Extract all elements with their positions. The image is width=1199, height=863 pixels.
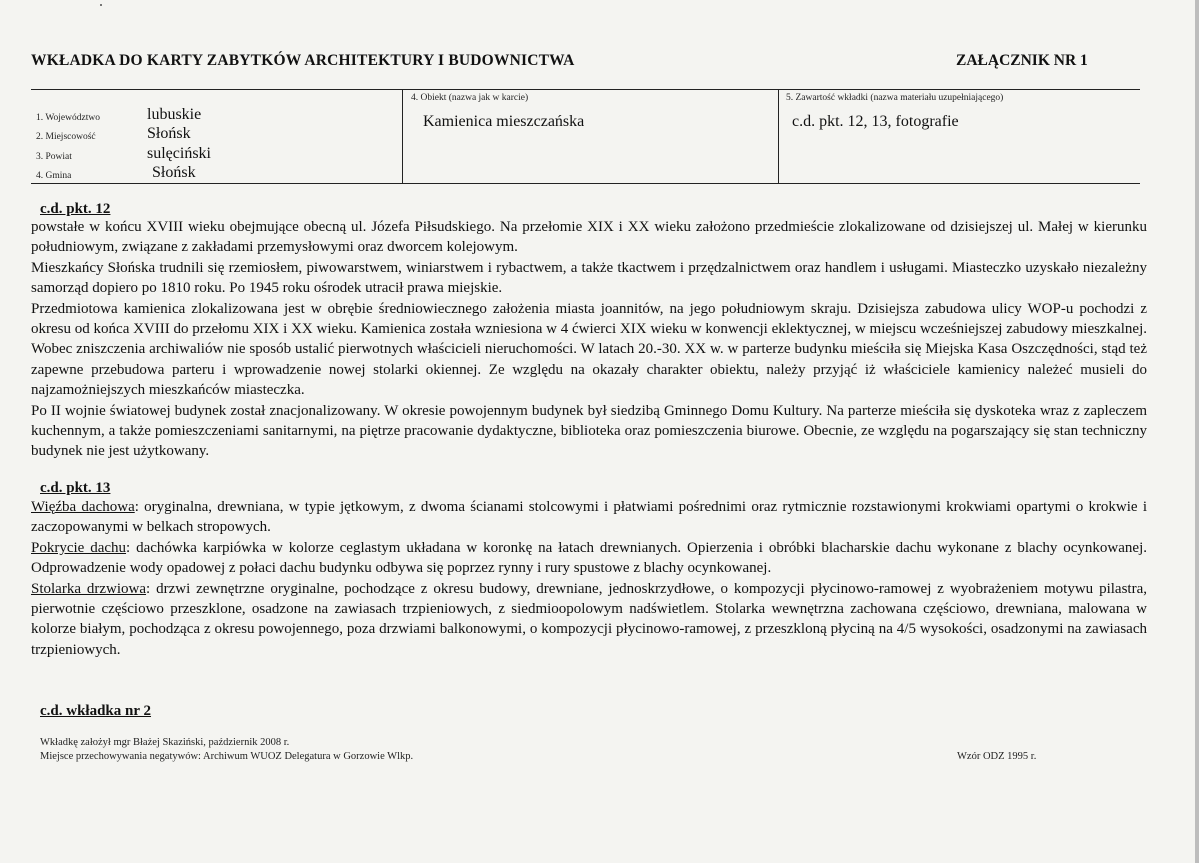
box-top-rule xyxy=(31,89,1140,90)
object-label: 4. Obiekt (nazwa jak w karcie) xyxy=(411,93,529,103)
term: Pokrycie dachu xyxy=(31,539,127,556)
county-label: 3. Powiat xyxy=(36,152,72,162)
town-label: 2. Miejscowość xyxy=(36,132,96,142)
section-12-heading: c.d. pkt. 12 xyxy=(40,201,111,217)
term-separator: : xyxy=(134,499,139,515)
section-13-body xyxy=(31,497,1147,660)
roof-truss-paragraph xyxy=(31,497,1147,538)
description: drzwi zewnętrzne oryginalne, pochodzące z okresu budowy, drewniane, jednoskrzydłowe, o kompozycji płycinowo-ramowej z wyobrażeniem motywu pilastra, pierwotnie częściowo przeszklone, osadzone na zawiasach trzpieniowych, z siedmioopolowym nadświetlem. Stolarka wewnętrzna zachowana częściowo, drewniana, malowana w kolorze białym, pochodząca z okresu powojennego, poza drzwiami balkonowymi, o kompozycji płycinowo-ramowej, z przeszkloną płyciną na 4/5 wysokości, osadzonymi na zawiasach trzpieniowych. xyxy=(31,580,1147,658)
door-joinery-paragraph xyxy=(31,579,1147,661)
form-title: WKŁADKA DO KARTY ZABYTKÓW ARCHITEKTURY I BUDOWNICTWA xyxy=(31,52,575,69)
term: Więźba dachowa xyxy=(31,499,135,515)
template-note: Wzór ODZ 1995 r. xyxy=(957,751,1037,762)
commune-label: 4. Gmina xyxy=(36,171,72,181)
paragraph: Po II wojnie światowej budynek został znacjonalizowany. W okresie powojennym budynek był siedzibą Gminnego Domu Kultury. Na parterze mieściła się dyskoteka wraz z zapleczem kuchennym, a także pomieszczeniami sanitarnymi, na piętrze pracowanie dydaktyczne, biblioteka oraz pomieszczenia biurowe. Obecnie, ze względu na pogarszający się stan techniczny budynek nie jest użytkowany. xyxy=(31,402,1147,460)
section-12-body xyxy=(31,217,1147,462)
paragraph: Przedmiotowa kamienica zlokalizowana jest w obrębie średniowiecznego założenia miasta joannitów, na jego południowym skraju. Dzisiejsza zabudowa ulicy WOP-u pochodzi z okresu od końca XVIII do przełomu XIX i XX wieku. Kamienica została wzniesiona w 4 ćwierci XIX wieku w konwencji eklektycznej, w miejscu wcześniejszej zabudowy mieszkalnej. Wobec zniszczenia archiwaliów nie sposób ustalić pierwotnych właścicieli nieruchomości. W latach 20.-30. XX w. w parterze budynku mieściła się Miejska Kasa Oszczędności, stąd też zapewne przebudowa parteru i wprowadzenie nowej stolarki okiennej. Ze względu na okazały charakter obiektu, należy przyjąć iż właściciele kamienicy należeć musieli do najzamożniejszych mieszkańców miasteczka. xyxy=(31,300,1147,399)
section-13-heading: c.d. pkt. 13 xyxy=(40,480,111,496)
object-value: Kamienica mieszczańska xyxy=(423,113,585,130)
voivodeship-value: lubuskie xyxy=(147,106,202,123)
box-divider-2 xyxy=(778,89,779,184)
commune-value: Słońsk xyxy=(152,164,196,181)
paragraph: powstałe w końcu XVIII wieku obejmujące obecną ul. Józefa Piłsudskiego. Na przełomie XIX i XX wieku założono przedmieście zlokalizowane od dzisiejszej ul. Małej w kierunku południowym, związane z zakładami przemysłowymi oraz dworcem kolejowym. xyxy=(31,219,1147,256)
description: oryginalna, drewniana, w typie jętkowym, z dwoma ścianami stolcowymi i płatwiami pośrednimi oraz rytmicznie rozstawionymi krokwiami opartymi o krokwie i zaczopowanymi w belkach stropowych. xyxy=(31,499,1147,536)
scan-speck xyxy=(100,4,102,6)
term-separator: : xyxy=(126,539,131,556)
box-bottom-rule xyxy=(31,183,1140,184)
county-value: sulęciński xyxy=(147,145,211,162)
continuation-heading: c.d. wkładka nr 2 xyxy=(40,703,152,719)
contents-value: c.d. pkt. 12, 13, fotografie xyxy=(792,113,959,130)
roof-cover-paragraph xyxy=(31,538,1147,579)
contents-label: 5. Zawartość wkładki (nazwa materiału uzupełniającego) xyxy=(786,93,1004,103)
negatives-storage-note: Miejsce przechowywania negatywów: Archiwum WUOZ Delegatura w Gorzowie Wlkp. xyxy=(40,751,414,762)
annex-label: ZAŁĄCZNIK NR 1 xyxy=(956,52,1088,69)
box-divider-1 xyxy=(402,89,403,184)
paragraph: Mieszkańcy Słońska trudnili się rzemiosłem, piwowarstwem, winiarstwem i rybactwem, a także tkactwem i przędzalnictwem oraz handlem i usługami. Miasteczko uzyskało niezależny samorząd dopiero po 1810 roku. Po 1945 roku ośrodek utracił prawa miejskie. xyxy=(31,259,1147,297)
description: dachówka karpiówka w kolorze ceglastym układana w koronkę na łatach drewnianych. Opierzenia i obróbki blacharskie dachu wykonane z blachy ocynkowanej. Odprowadzenie wody opadowej z połaci dachu budynku odbywa się poprzez rynny i rury spustowe z blachy ocynkowanej. xyxy=(31,539,1147,577)
scan-edge xyxy=(1195,0,1199,863)
voivodeship-label: 1. Województwo xyxy=(36,113,100,123)
town-value: Słońsk xyxy=(147,125,191,142)
term-separator: : xyxy=(146,580,151,597)
author-note: Wkładkę założył mgr Błażej Skaziński, październik 2008 r. xyxy=(40,737,290,748)
term: Stolarka drzwiowa xyxy=(31,580,147,597)
